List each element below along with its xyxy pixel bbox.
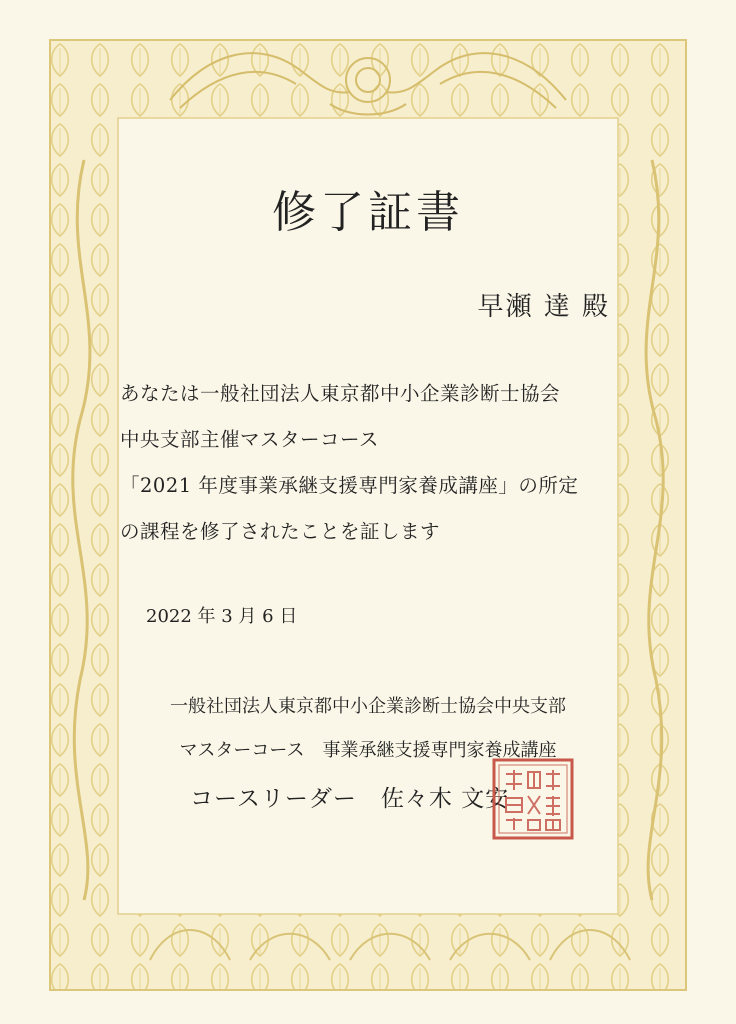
recipient-name: 早瀬 達 殿	[477, 292, 610, 322]
certificate-title: 修了証書	[272, 187, 464, 238]
issuer-organization: 一般社団法人東京都中小企業診断士協会中央支部	[170, 696, 566, 717]
signatory: コースリーダー 佐々木 文安	[190, 786, 510, 812]
body-line-4: の課程を修了されたことを証します	[120, 520, 441, 543]
issue-date: 2022 年 3 月 6 日	[146, 606, 298, 627]
body-line-2: 中央支部主催マスターコース	[120, 428, 380, 451]
issuer-course: マスターコース 事業承継支援専門家養成講座	[179, 740, 557, 761]
official-seal-stamp	[490, 756, 576, 842]
body-line-1: あなたは一般社団法人東京都中小企業診断士協会	[120, 382, 561, 405]
body-line-3: 「2021 年度事業承継支援専門家養成講座」の所定	[120, 474, 579, 497]
